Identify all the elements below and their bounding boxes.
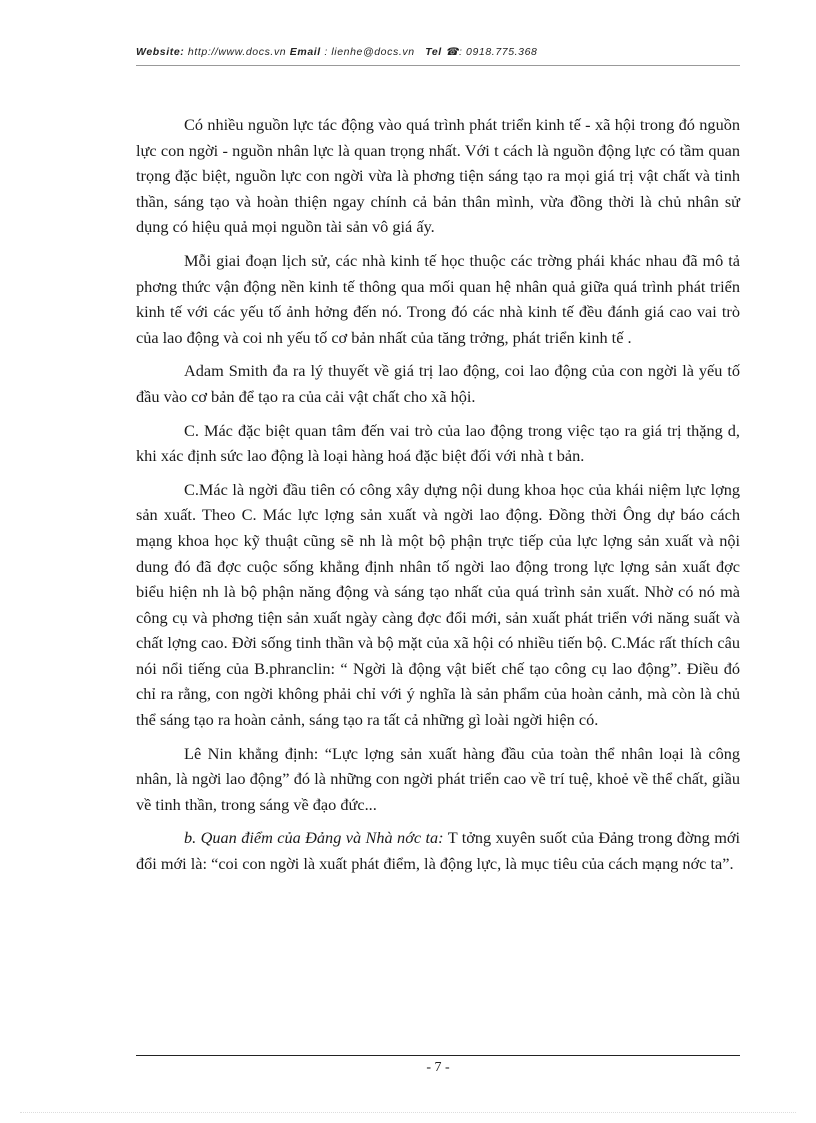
- website-url[interactable]: http://www.docs.vn: [187, 46, 287, 58]
- document-body: [136, 112, 740, 885]
- paragraph-4: C. Mác đặc biệt quan tâm đến vai trò của lao động trong việc tạo ra giá trị thặng d, khi xác định sức lao động là loại hàng hoá đặc biệt đối với nhà t bản.: [136, 420, 740, 466]
- paragraph-5: C.Mác là ngời đầu tiên có công xây dựng nội dung khoa học của khái niệm lực lợng sản xuất. Theo C. Mác lực lợng sản xuất và ngời lao động. Đồng thời Ông dự báo cách mạng khoa học kỹ thuật cũng sẽ nh là một bộ phận trực tiếp của lực lợng sản xuất và nội dung đó đã đợc cuộc sống khẳng định nhân tố ngời lao động trong lực lợng sản xuất đợc biểu hiện nh là bộ phận năng động và sáng tạo nhất của quá trình sản xuất. Nhờ có nó mà công cụ và phơng tiện sản xuất ngày càng đợc đổi mới, sản xuất phát triển với năng suất và chất lợng cao. Đời sống tinh thần và bộ mặt của xã hội có nhiều tiến bộ. C.Mác rất thích câu nói nổi tiếng của B.phranclin: “ Ngời là động vật biết chế tạo công cụ lao động”. Điều đó chỉ ra rằng, con ngời không phải chỉ với ý nghĩa là sản phẩm của hoàn cảnh, mà còn là chủ thể sáng tạo ra hoàn cảnh, sáng tạo ra tất cả những gì loài ngời hiện có.: [136, 479, 740, 730]
- paragraph-1: Có nhiều nguồn lực tác động vào quá trình phát triển kinh tế - xã hội trong đó nguồn lực con ngời - nguồn nhân lực là quan trọng nhất. Với t cách là nguồn động lực có tầm quan trọng đặc biệt, nguồn lực con ngời vừa là phơng tiện sáng tạo ra mọi giá trị vật chất và tinh thần, sáng tạo và hoàn thiện ngay chính cả bản thân mình, vừa đồng thời là chủ nhân sử dụng có hiệu quả mọi nguồn tài sản vô giá ấy.: [136, 115, 740, 237]
- header-divider: [136, 65, 740, 66]
- tel-value: : 0918.775.368: [459, 46, 538, 58]
- page-bottom-border: [20, 1112, 796, 1113]
- paragraph-6: Lê Nin khẳng định: “Lực lợng sản xuất hàng đầu của toàn thể nhân loại là công nhân, là ngời lao động” đó là những con ngời phát triển cao về trí tuệ, khoẻ về thể chất, giầu về tinh thần, trong sáng về đạo đức...: [136, 743, 740, 814]
- footer-divider: [136, 1055, 740, 1056]
- website-label: Website:: [136, 46, 185, 58]
- page-header: [136, 46, 740, 58]
- email-value[interactable]: : lienhe@docs.vn: [324, 46, 415, 58]
- paragraph-3: Adam Smith đa ra lý thuyết về giá trị lao động, coi lao động của con ngời là yếu tố đầu vào cơ bản để tạo ra của cải vật chất cho xã hội.: [136, 361, 740, 406]
- paragraph-7: [136, 825, 740, 876]
- tel-label: Tel: [425, 46, 442, 58]
- page-number: - 7 -: [426, 1060, 450, 1075]
- section-heading-italic: b. Quan điểm của Đảng và Nhà nớc ta:: [184, 828, 444, 848]
- paragraph-2: Mỗi giai đoạn lịch sử, các nhà kinh tế học thuộc các trờng phái khác nhau đã mô tả phơng thức vận động nền kinh tế thông qua mối quan hệ nhân quả giữa quá trình phát triển kinh tế với các yếu tố ảnh hởng đến nó. Trong đó các nhà kinh tế đều đánh giá cao vai trò của lao động và coi nh yếu tố cơ bản nhất của tăng trởng, phát triển kinh tế .: [136, 250, 740, 347]
- email-label: Email: [289, 46, 321, 58]
- paragraph-7-text: T tởng xuyên suốt của Đảng trong đờng mới đổi mới là: “coi con ngời là xuất phát điểm, là động lực, là mục tiêu của cách mạng nớc ta”.: [136, 828, 740, 874]
- phone-icon: ☎: [445, 46, 460, 58]
